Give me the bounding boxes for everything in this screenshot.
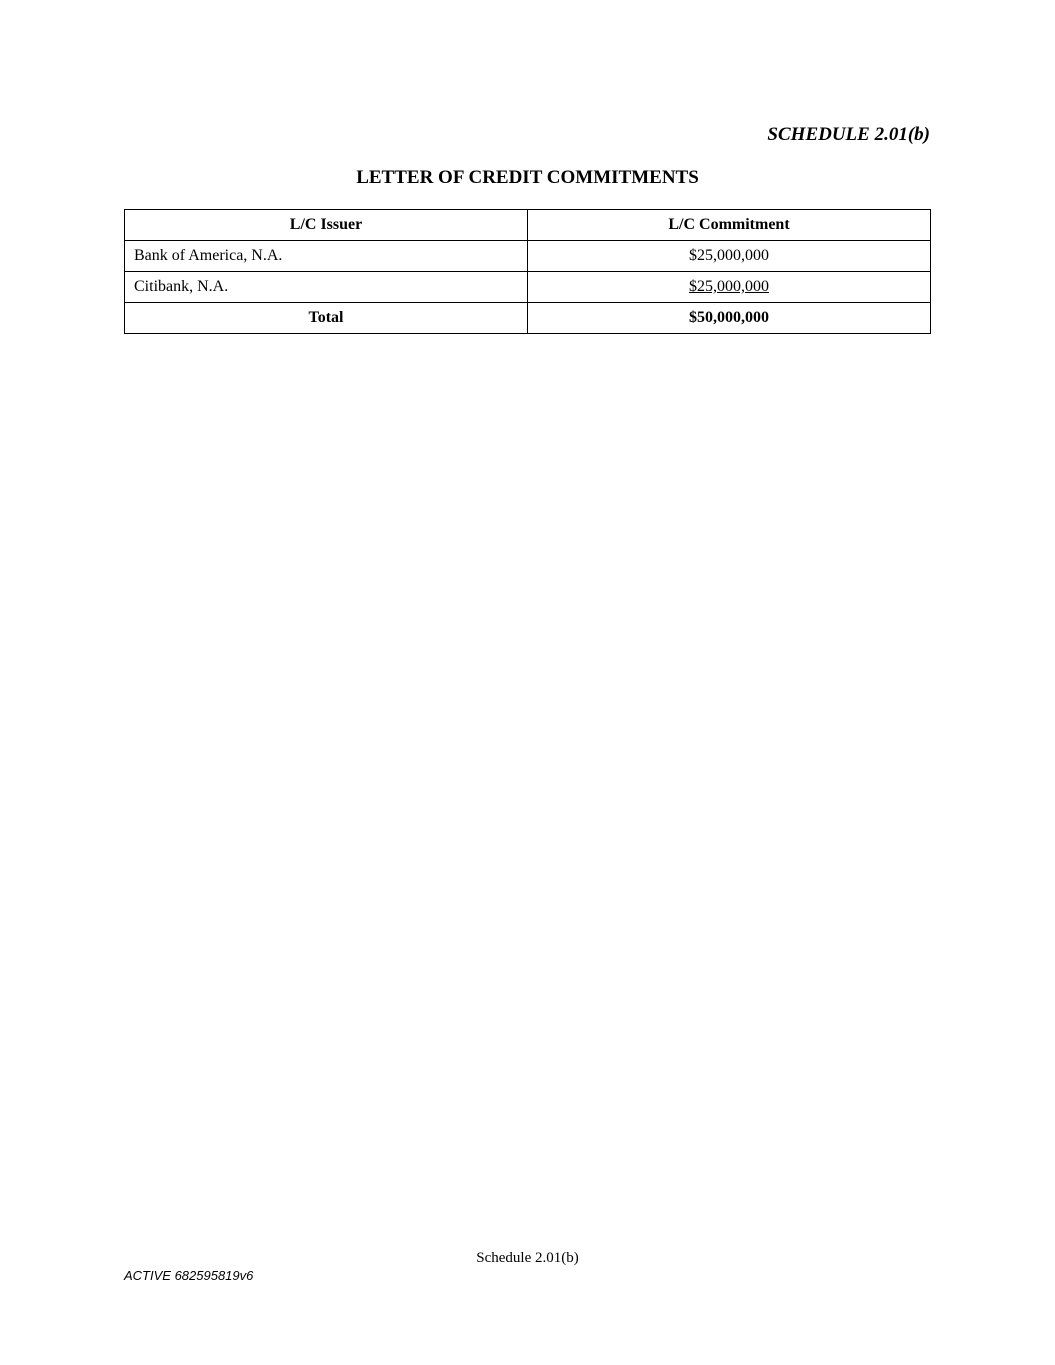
lc-commitments-table	[124, 209, 931, 334]
table-header-row	[125, 210, 931, 241]
table-row	[125, 241, 931, 272]
page-title: LETTER OF CREDIT COMMITMENTS	[356, 167, 699, 188]
footer-page-label: Schedule 2.01(b)	[476, 1250, 579, 1266]
commitment-value-underlined: $25,000,000	[689, 278, 769, 295]
issuer-cell: Citibank, N.A.	[125, 272, 528, 303]
table-row	[125, 272, 931, 303]
commitment-cell	[528, 272, 931, 303]
column-header-commitment: L/C Commitment	[528, 210, 931, 241]
total-label-cell: Total	[125, 303, 528, 334]
issuer-cell: Bank of America, N.A.	[125, 241, 528, 272]
total-row	[125, 303, 931, 334]
commitment-cell: $25,000,000	[528, 241, 931, 272]
footer-document-id: ACTIVE 682595819v6	[124, 1268, 254, 1283]
total-commitment-cell: $50,000,000	[528, 303, 931, 334]
column-header-issuer: L/C Issuer	[125, 210, 528, 241]
schedule-label: SCHEDULE 2.01(b)	[767, 124, 930, 145]
